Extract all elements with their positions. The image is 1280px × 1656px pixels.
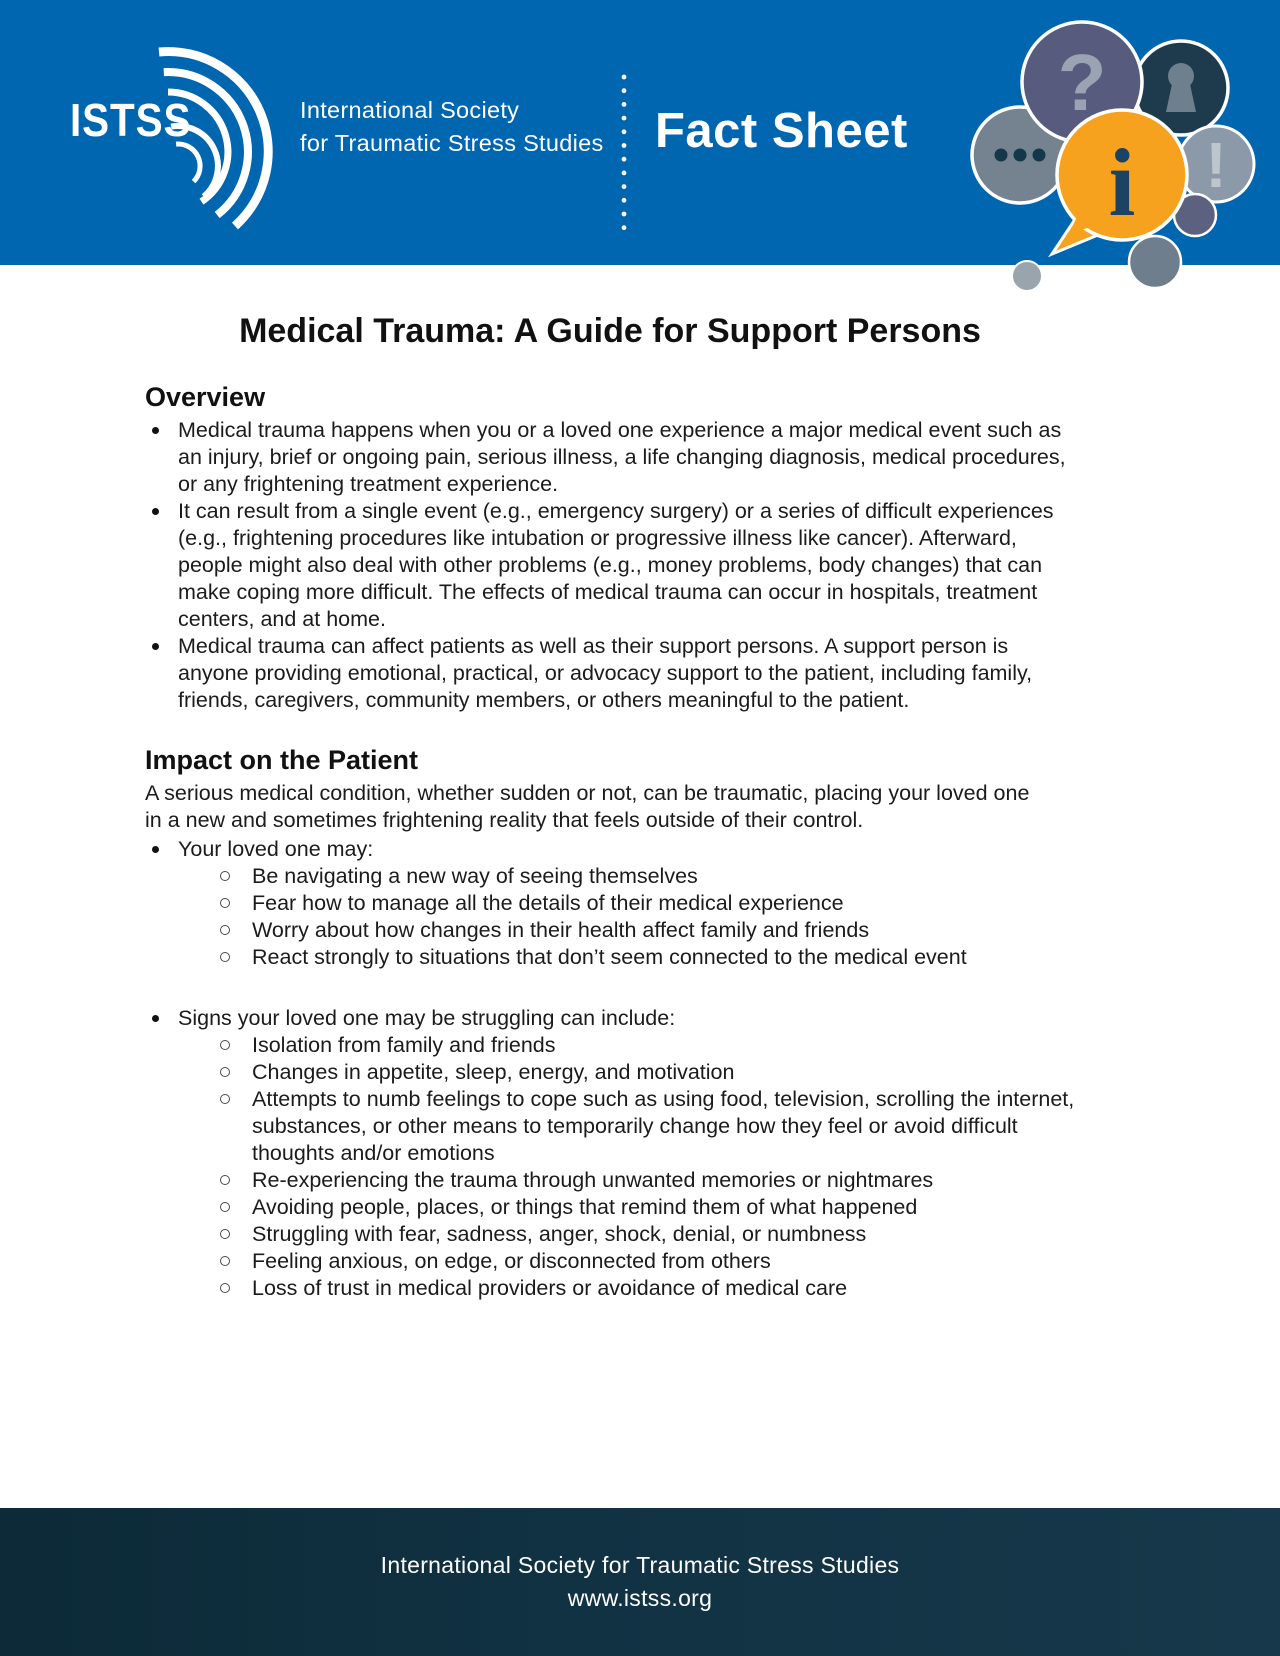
sub-bullet-item: [178, 1248, 1075, 1275]
sub-bullet-marker: [220, 1229, 230, 1239]
sub-bullet-text: Re-experiencing the trauma through unwanted memories or nightmares: [252, 1168, 934, 1192]
section-heading: Overview: [145, 382, 266, 412]
bullet-text: It can result from a single event (e.g., emergency surgery) or a series of difficult experiences (e.g., frightening procedures like intubation or progressive illness like cancer). Afterward, people might also deal with other problems (e.g., money problems, body changes) that can make coping more difficult. The effects of medical trauma can occur in hospitals, treatment centers, and at home.: [178, 499, 1054, 631]
sub-bullet-marker: [220, 1067, 230, 1077]
org-name: [300, 94, 604, 160]
istss-logo-text: ISTSS: [70, 94, 192, 146]
page-title: Medical Trauma: A Guide for Support Persons: [239, 312, 981, 350]
sub-bullet-item: [178, 1059, 1075, 1086]
footer-band: [0, 1508, 1280, 1656]
dotted-divider: [620, 74, 628, 232]
sub-bullet-item: [178, 944, 1075, 971]
doc-type-label: Fact Sheet: [655, 104, 908, 158]
section-heading: Impact on the Patient: [145, 745, 419, 775]
sub-bullet-text: Fear how to manage all the details of their medical experience: [252, 891, 844, 915]
exclamation-bubble-icon: [1178, 126, 1254, 202]
sub-bullet-list: [178, 863, 1075, 971]
sub-bullet-text: Avoiding people, places, or things that remind them of what happened: [252, 1195, 918, 1219]
section-intro: A serious medical condition, whether sudden or not, can be traumatic, placing your loved one in a new and sometimes frightening reality that feels outside of their control.: [145, 781, 1030, 832]
bullet-item: [145, 633, 1075, 714]
sub-bullet-marker: [220, 925, 230, 935]
sub-bullet-marker: [220, 898, 230, 908]
bullet-text: Signs your loved one may be struggling can include:: [178, 1006, 676, 1030]
bottom-gray-circle: [1129, 236, 1181, 288]
bullet-text: Your loved one may:: [178, 837, 374, 861]
bullet-item: [145, 1005, 1075, 1302]
sub-bullet-marker: [220, 952, 230, 962]
sub-bullet-text: Loss of trust in medical providers or avoidance of medical care: [252, 1276, 848, 1300]
sub-bullet-text: Struggling with fear, sadness, anger, shock, denial, or numbness: [252, 1222, 867, 1246]
sub-bullet-marker: [220, 1283, 230, 1293]
sub-bullet-text: Be navigating a new way of seeing themselves: [252, 864, 698, 888]
svg-text:?: ?: [1057, 38, 1107, 127]
sub-bullet-text: Isolation from family and friends: [252, 1033, 556, 1057]
sub-bullet-marker: [220, 1094, 230, 1104]
sub-bullet-marker: [220, 1256, 230, 1266]
footer-website[interactable]: www.istss.org: [567, 1585, 713, 1611]
sub-bullet-marker: [220, 1040, 230, 1050]
sub-bullet-marker: [220, 1175, 230, 1185]
small-light-circle: [1012, 261, 1042, 291]
sub-bullet-item: [178, 1194, 1075, 1221]
bullet-text: Medical trauma happens when you or a loved one experience a major medical event such as an injury, brief or ongoing pain, serious illness, a life changing diagnosis, medical procedures, or any frightening treatment experience.: [178, 418, 1066, 496]
bullet-list: [145, 417, 1075, 714]
bullet-marker: [152, 427, 159, 434]
bullet-text: Medical trauma can affect patients as well as their support persons. A support person is anyone providing emotional, practical, or advocacy support to the patient, including family, friends, caregivers, community members, or others meaningful to the patient.: [178, 634, 1033, 712]
sub-bullet-item: [178, 1086, 1075, 1167]
bullet-marker: [152, 1015, 159, 1022]
info-speech-bubble-icon: [1052, 110, 1187, 254]
bullet-item: [145, 498, 1075, 633]
sub-bullet-item: [178, 890, 1075, 917]
svg-text:!: !: [1205, 129, 1227, 201]
sub-bullet-item: [178, 1167, 1075, 1194]
bullet-marker: [152, 643, 159, 650]
sub-bullet-text: React strongly to situations that don’t seem connected to the medical event: [252, 945, 967, 969]
sub-bullet-item: [178, 1221, 1075, 1248]
sub-bullet-item: [178, 917, 1075, 944]
bullet-marker: [152, 846, 159, 853]
bullet-item: [145, 836, 1075, 971]
sub-bullet-text: Changes in appetite, sleep, energy, and motivation: [252, 1060, 735, 1084]
bullet-list: [145, 836, 1075, 1302]
sub-bullet-text: Attempts to numb feelings to cope such as using food, television, scrolling the internet, substances, or other means to temporarily change how they feel or avoid difficult thoughts and/or emotions: [252, 1087, 1075, 1165]
footer-org-name: International Society for Traumatic Stress Studies: [380, 1552, 900, 1578]
bubble-cluster: [900, 8, 1280, 298]
org-name-line1: International Society: [300, 97, 520, 123]
bullet-marker: [152, 508, 159, 515]
sub-bullet-marker: [220, 1202, 230, 1212]
sub-bullet-text: Feeling anxious, on edge, or disconnected from others: [252, 1249, 771, 1273]
content-sections: [145, 381, 1075, 1302]
svg-text:i: i: [1108, 129, 1136, 236]
sub-bullet-item: [178, 1032, 1075, 1059]
sub-bullet-text: Worry about how changes in their health affect family and friends: [252, 918, 870, 942]
sub-bullet-item: [178, 1275, 1075, 1302]
sub-bullet-list: [178, 1032, 1075, 1302]
org-name-line2: for Traumatic Stress Studies: [300, 130, 604, 156]
bullet-item: [145, 417, 1075, 498]
document-body: [0, 265, 1280, 1302]
sub-bullet-item: [178, 863, 1075, 890]
sub-bullet-marker: [220, 871, 230, 881]
